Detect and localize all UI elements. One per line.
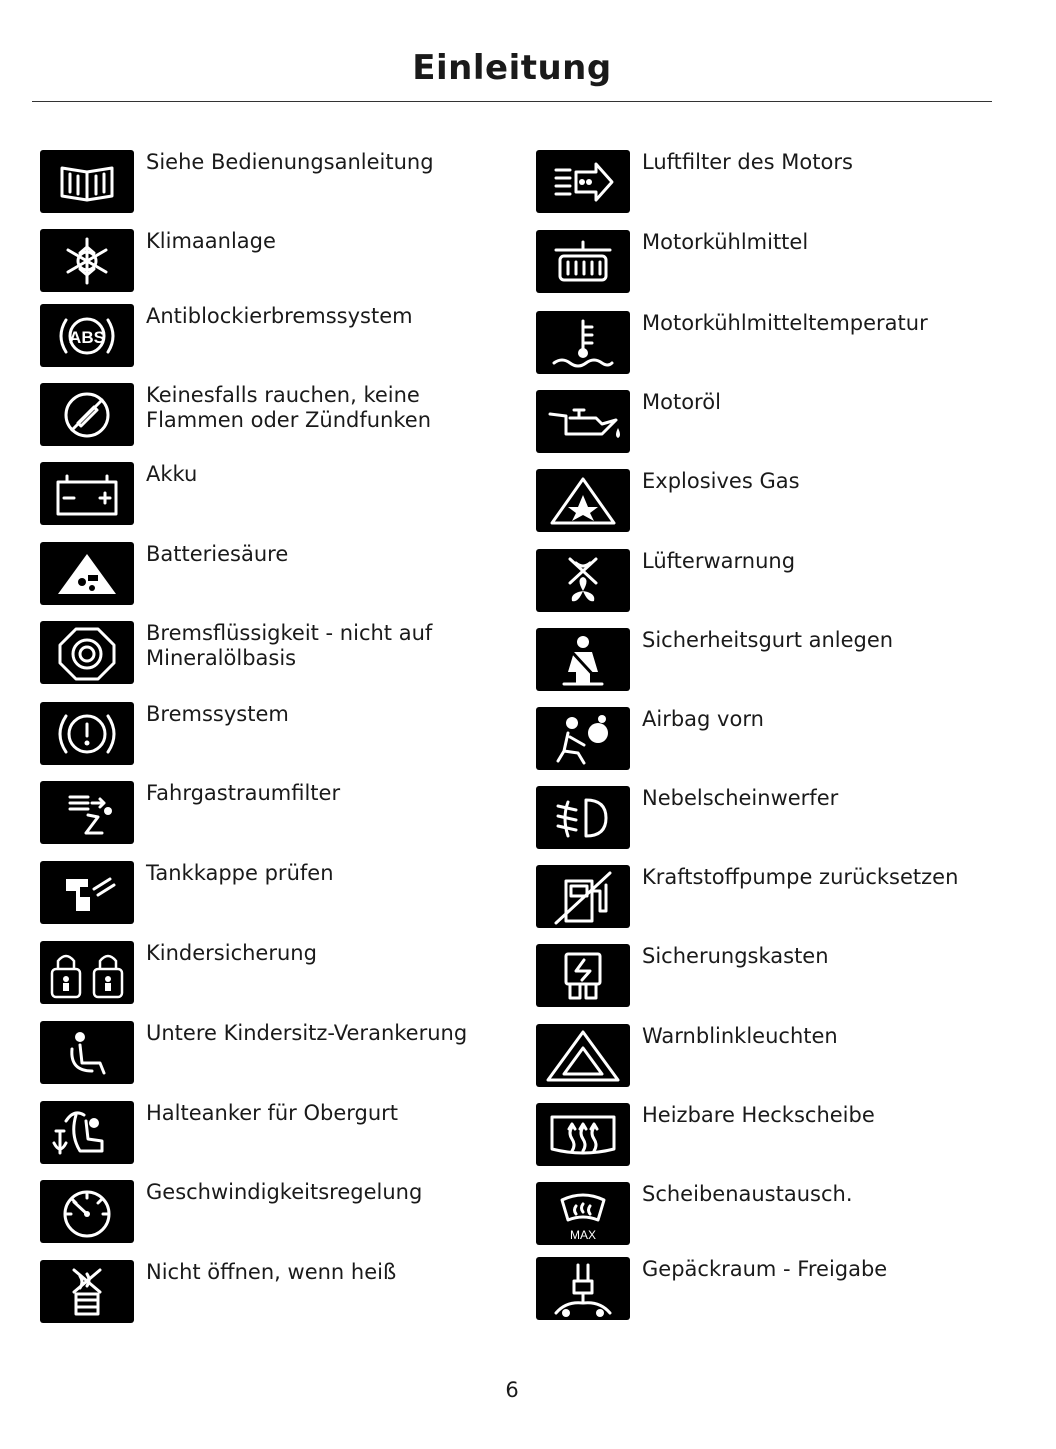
battery-icon xyxy=(40,462,134,525)
cabin-filter-icon xyxy=(40,781,134,844)
symbol-row xyxy=(40,1021,510,1091)
symbol-row xyxy=(536,1257,1006,1327)
no-smoking-icon xyxy=(40,383,134,446)
symbol-label: Geschwindigkeitsregelung xyxy=(146,1180,423,1204)
title-divider xyxy=(32,101,992,102)
symbol-row xyxy=(40,383,510,453)
symbol-row xyxy=(536,707,1006,777)
manual-book-icon xyxy=(40,150,134,213)
brake-fluid-icon xyxy=(40,621,134,684)
symbol-row xyxy=(536,390,1006,460)
symbol-row xyxy=(536,1024,1006,1094)
symbol-label: Explosives Gas xyxy=(642,469,800,493)
engine-air-filter-icon xyxy=(536,150,630,213)
symbol-row xyxy=(40,304,510,374)
airbag-icon xyxy=(536,707,630,770)
seatbelt-icon xyxy=(536,628,630,691)
fan-warning-icon xyxy=(536,549,630,612)
symbol-label: Keinesfalls rauchen, keine Flammen oder Zündfunken xyxy=(146,383,431,432)
symbol-row xyxy=(536,1103,1006,1173)
coolant-temperature-icon xyxy=(536,311,630,374)
symbol-row xyxy=(40,702,510,772)
symbol-row xyxy=(40,542,510,612)
symbol-row xyxy=(40,621,510,691)
symbol-label: Warnblinkleuchten xyxy=(642,1024,838,1048)
symbol-label: Scheibenaustausch. xyxy=(642,1182,853,1206)
symbol-label: Heizbare Heckscheibe xyxy=(642,1103,875,1127)
symbol-row xyxy=(40,462,510,532)
page-number: 6 xyxy=(505,1378,519,1402)
symbol-row xyxy=(40,941,510,1011)
svg-text:ABS: ABS xyxy=(69,328,105,347)
child-lock-icon xyxy=(40,941,134,1004)
symbol-label: Batteriesäure xyxy=(146,542,289,566)
symbol-row xyxy=(536,150,1006,220)
symbol-row xyxy=(536,628,1006,698)
symbol-row xyxy=(40,150,510,220)
explosive-gas-icon xyxy=(536,469,630,532)
fuel-cap-icon xyxy=(40,861,134,924)
symbol-row xyxy=(40,1260,510,1330)
symbol-label: Kraftstoffpumpe zurücksetzen xyxy=(642,865,959,889)
symbol-label: Halteanker für Obergurt xyxy=(146,1101,399,1125)
symbol-row xyxy=(40,229,510,299)
battery-acid-icon xyxy=(40,542,134,605)
symbol-row xyxy=(40,861,510,931)
symbol-label: Motorkühlmitteltemperatur xyxy=(642,311,928,335)
abs-icon xyxy=(40,304,134,367)
symbol-label: Klimaanlage xyxy=(146,229,276,253)
symbol-row xyxy=(536,865,1006,935)
symbol-row xyxy=(536,469,1006,539)
symbol-row xyxy=(536,230,1006,300)
svg-text:MAX: MAX xyxy=(569,1228,597,1242)
symbol-row xyxy=(536,1182,1006,1252)
symbol-label: Fahrgastraumfilter xyxy=(146,781,341,805)
symbol-row xyxy=(536,549,1006,619)
rear-defrost-icon xyxy=(536,1103,630,1166)
symbol-label: Sicherungskasten xyxy=(642,944,829,968)
symbol-label: Lüfterwarnung xyxy=(642,549,796,573)
trunk-release-icon xyxy=(536,1257,630,1320)
speedometer-icon xyxy=(40,1180,134,1243)
fuel-pump-reset-icon xyxy=(536,865,630,928)
symbol-row xyxy=(536,786,1006,856)
coolant-icon xyxy=(536,230,630,293)
symbol-label: Gepäckraum - Freigabe xyxy=(642,1257,888,1281)
symbol-row xyxy=(40,781,510,851)
windshield-max-icon xyxy=(536,1182,630,1245)
symbol-row xyxy=(40,1101,510,1171)
page-title: Einleitung xyxy=(412,48,612,88)
symbol-label: Luftfilter des Motors xyxy=(642,150,853,174)
hazard-triangle-icon xyxy=(536,1024,630,1087)
top-tether-icon xyxy=(40,1101,134,1164)
brake-system-icon xyxy=(40,702,134,765)
symbol-label: Kindersicherung xyxy=(146,941,317,965)
symbol-label: Motorkühlmittel xyxy=(642,230,809,254)
fog-lamp-icon xyxy=(536,786,630,849)
child-seat-anchor-icon xyxy=(40,1021,134,1084)
symbol-row xyxy=(536,311,1006,381)
symbol-label: Akku xyxy=(146,462,198,486)
fuse-box-icon xyxy=(536,944,630,1007)
symbol-label: Antiblockierbremssystem xyxy=(146,304,413,328)
symbol-label: Siehe Bedienungsanleitung xyxy=(146,150,434,174)
symbol-label: Tankkappe prüfen xyxy=(146,861,334,885)
symbol-label: Motoröl xyxy=(642,390,721,414)
symbol-row xyxy=(536,944,1006,1014)
symbol-label: Nebelscheinwerfer xyxy=(642,786,839,810)
symbol-label: Sicherheitsgurt anlegen xyxy=(642,628,894,652)
symbol-label: Bremsflüssigkeit - nicht auf Mineralölbasis xyxy=(146,621,433,670)
symbol-label: Untere Kindersitz-Verankerung xyxy=(146,1021,468,1045)
symbol-row xyxy=(40,1180,510,1250)
oil-can-icon xyxy=(536,390,630,453)
symbol-label: Nicht öffnen, wenn heiß xyxy=(146,1260,397,1284)
symbol-label: Bremssystem xyxy=(146,702,289,726)
symbol-label: Airbag vorn xyxy=(642,707,764,731)
do-not-open-hot-icon xyxy=(40,1260,134,1323)
snowflake-icon xyxy=(40,229,134,292)
